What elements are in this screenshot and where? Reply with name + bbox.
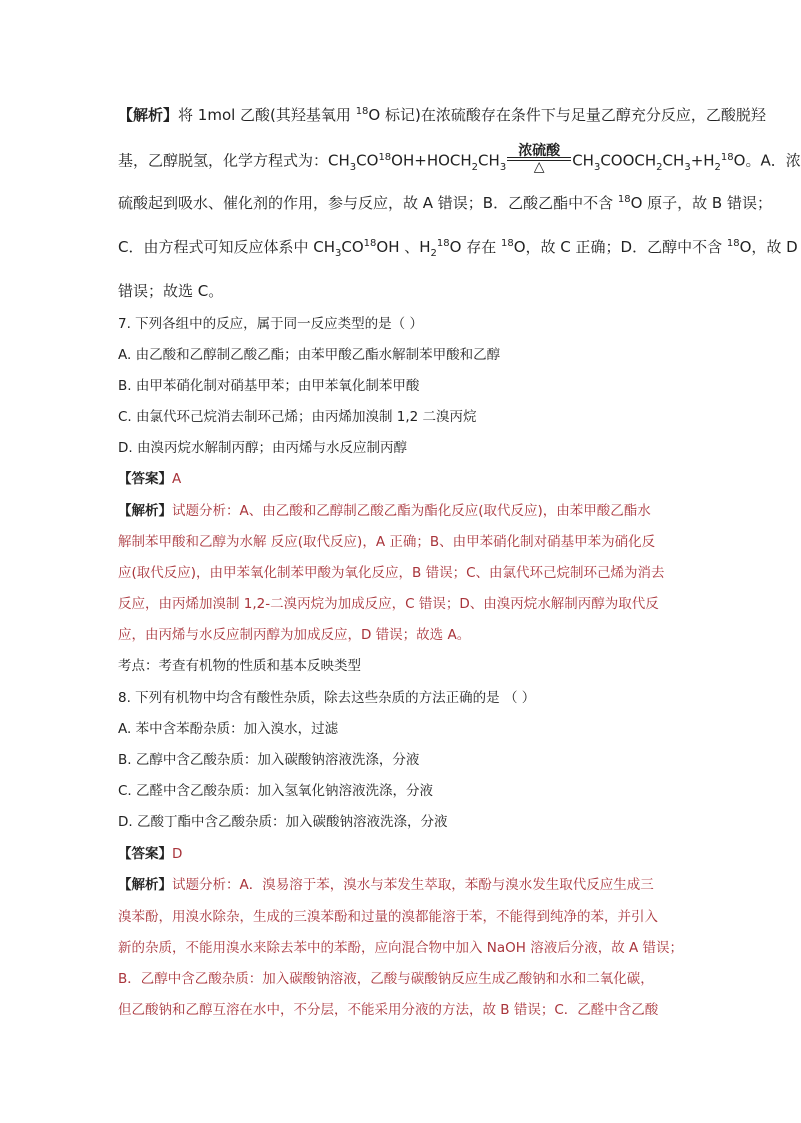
- reaction-condition: 浓硫酸: [518, 143, 561, 159]
- q8-option-c: C. 乙醛中含乙酸杂质：加入氢氧化钠溶液洗涤，分液: [118, 783, 434, 799]
- q7-answer: [118, 467, 181, 487]
- q8-option-a: A. 苯中含苯酚杂质：加入溴水，过滤: [118, 721, 339, 737]
- q7-analysis-line: 应(取代反应)，由甲苯氧化制苯甲酸为氧化反应，B 错误；C、由氯代环己烷制环己烯为消去: [118, 565, 665, 581]
- q7-option-b: B. 由甲苯硝化制对硝基甲苯；由甲苯氧化制苯甲酸: [118, 378, 420, 394]
- q8-option-b: B. 乙醇中含乙酸杂质：加入碳酸钠溶液洗涤，分液: [118, 752, 420, 768]
- q7-analysis-line: 【解析】试题分析：A、由乙酸和乙醇制乙酸乙酯为酯化反应(取代反应)，由苯甲酸乙酯水: [118, 503, 651, 519]
- reaction-arrow: [507, 140, 571, 174]
- answer-value: A: [172, 471, 182, 487]
- analysis-label: 【解析】: [118, 503, 172, 519]
- q7-analysis-line: 应，由丙烯与水反应制丙醇为加成反应，D 错误；故选 A。: [118, 627, 471, 643]
- q7-analysis-line: 解制苯甲酸和乙醇为水解 反应(取代反应)，A 正确；B、由甲苯硝化制对硝基甲苯为硝化反: [118, 534, 656, 550]
- analysis-line-4: C．由方程式可知反应体系中 $CH_3CO^{18}OH$ 、$H_2^{18}O$ 存在 $^{18}$O，故 C 正确；D．乙醇中不含 $^{18}$O，故 D: [118, 238, 798, 259]
- q7-option-a: A. 由乙酸和乙醇制乙酸乙酯；由苯甲酸乙酯水解制苯甲酸和乙醇: [118, 347, 501, 363]
- analysis-line-5: 错误；故选 C。: [118, 282, 224, 300]
- q8-analysis-line: 但乙酸钠和乙醇互溶在水中，不分层，不能采用分液的方法，故 B 错误；C．乙醛中含乙酸: [118, 1002, 659, 1018]
- analysis-tag: 【解析】: [118, 106, 179, 124]
- answer-value: D: [172, 846, 183, 862]
- heat-symbol: △: [533, 159, 545, 175]
- analysis-line-2: 基，乙醇脱氢，化学方程式为：$CH_3CO^{18}OH+HOCH_2CH_3$ 浓硫酸 △ $CH_3COOCH_2CH_3+H_2^{18}O$。A．浓: [118, 144, 801, 178]
- analysis-label: 【解析】: [118, 877, 172, 893]
- q7-analysis-line: 反应，由丙烯加溴制 1,2-二溴丙烷为加成反应，C 错误；D、由溴丙烷水解制丙醇为取代反: [118, 596, 659, 612]
- q7-point: 考点：考查有机物的性质和基本反映类型: [118, 658, 361, 674]
- q7-stem: 7. 下列各组中的反应，属于同一反应类型的是（ ）: [118, 316, 423, 332]
- q8-analysis-line: 新的杂质，不能用溴水来除去苯中的苯酚，应向混合物中加入 NaOH 溶液后分液，故 A 错误；: [118, 940, 684, 956]
- q8-analysis-line: 【解析】试题分析：A．溴易溶于苯，溴水与苯发生萃取，苯酚与溴水发生取代反应生成三: [118, 877, 654, 893]
- analysis-line-1: 【解析】将 1mol 乙酸(其羟基氧用 $^{18}$O 标记)在浓硫酸存在条件下与足量乙醇充分反应，乙酸脱羟: [118, 106, 766, 124]
- q7-option-d: D. 由溴丙烷水解制丙醇；由丙烯与水反应制丙醇: [118, 440, 407, 456]
- q8-answer: [118, 842, 182, 862]
- answer-label: 【答案】: [118, 471, 172, 487]
- q8-analysis-line: 溴苯酚，用溴水除杂，生成的三溴苯酚和过量的溴都能溶于苯，不能得到纯净的苯，并引入: [118, 909, 658, 925]
- q8-stem: 8. 下列有机物中均含有酸性杂质，除去这些杂质的方法正确的是 （ ）: [118, 690, 536, 706]
- q8-analysis-line: B．乙醇中含乙酸杂质：加入碳酸钠溶液，乙酸与碳酸钠反应生成乙酸钠和水和二氧化碳，: [118, 971, 654, 987]
- answer-label: 【答案】: [118, 846, 172, 862]
- analysis-line-3: 硫酸起到吸水、催化剂的作用，参与反应，故 A 错误；B．乙酸乙酯中不含 $^{18}$O 原子，故 B 错误；: [118, 194, 772, 212]
- q7-option-c: C. 由氯代环己烷消去制环己烯；由丙烯加溴制 1,2 二溴丙烷: [118, 409, 477, 425]
- q8-option-d: D. 乙酸丁酯中含乙酸杂质：加入碳酸钠溶液洗涤，分液: [118, 814, 448, 830]
